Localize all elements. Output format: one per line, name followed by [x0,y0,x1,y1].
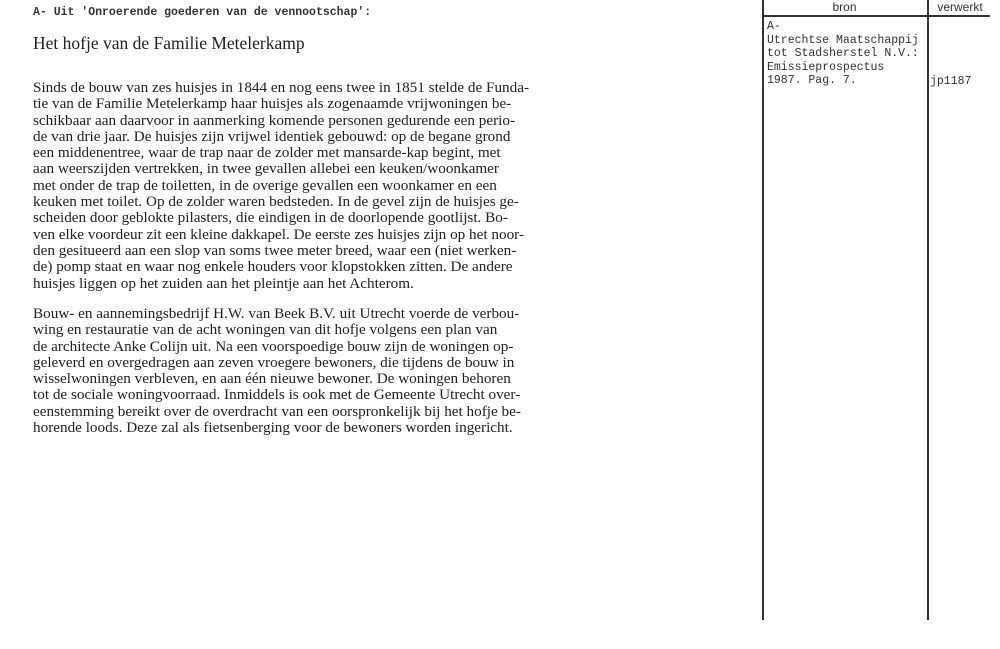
text-line: geleverd en overgedragen aan zeven vroegere bewoners, die tijdens de bouw in [33,353,515,371]
text-line: met onder de trap de toiletten, in de overige gevallen een woonkamer en een [33,176,497,194]
text-line: Bouw- en aannemingsbedrijf H.W. van Beek B.V. uit Utrecht voerde de verbou- [33,305,520,322]
text-line: scheiden door geblokte pilasters, die eindigen in de doorlopende gootlijst. Bo- [33,209,508,227]
text-line: den gesitueerd aan een slop van soms twee meter breed, waar een (niet werken- [33,241,517,259]
text-line: tot Stadsherstel N.V.: [767,47,919,60]
text-line: de) pomp staat en waar nog enkele houders voor klopstokken zitten. De andere [33,258,513,276]
table-header-divider [762,15,990,17]
text-line: schikbaar aan daarvoor in aanmerking komende personen gedurende een perio- [33,111,515,129]
text-line: tie van de Familie Metelerkamp haar huisjes als zogenaamde vrijwoningen be- [33,95,512,113]
text-line: huisjes liggen op het zuiden aan het pleintje aan het Achterom. [33,274,414,292]
text-line: Utrechtse Maatschappij [767,33,919,47]
text-line: een middenentree, waar de trap naar de zolder met mansarde-kap begint, met [33,144,501,162]
paragraph-1 [33,80,593,292]
table-divider [762,0,764,620]
text-line: keuken met toilet. Op de zolder waren bedsteden. In de gevel zijn de huisjes ge- [33,193,519,211]
text-line: Emissieprospectus [767,60,885,74]
text-line: de van drie jaar. De huisjes zijn vrijwel identiek gebouwd: op de begane grond [33,127,511,145]
text-line: horende loods. Deze zal als fietsenberging voor de bewoners worden ingericht. [33,419,513,437]
text-line: de architecte Anke Colijn uit. Na een voorspoedige bouw zijn de woningen op- [33,337,514,355]
text-line: Sinds de bouw van zes huisjes in 1844 en nog eens twee in 1851 stelde de Funda- [33,79,530,96]
text-line: ven elke voordeur zit een kleine dakkapel. De eerste zes huisjes zijn op het noor- [33,225,524,243]
text-line: 1987. Pag. 7. [767,74,857,87]
verwerkt-cell: jp1187 [930,75,972,88]
column-header-verwerkt: verwerkt [937,0,983,14]
text-line: wisselwoningen verbleven, en aan één nieuwe bewoner. De woningen behoren [33,370,511,388]
source-header-line: A- Uit 'Onroerende goederen van de vennootschap': [33,6,372,19]
article-title: Het hofje van de Familie Metelerkamp [33,33,305,53]
column-header-bron: bron [832,0,857,14]
text-line: tot de sociale woningvoorraad. Inmiddels is ook met de Gemeente Utrecht over- [33,386,521,404]
text-line: A- [767,20,781,33]
bron-cell [767,20,919,88]
text-line: aan weerszijden vertrekken, in twee gevallen allebei een keuken/woonkamer [33,160,499,178]
table-divider [927,0,929,620]
text-line: wing en restauratie van de acht woningen van dit hofje volgens een plan van [33,321,498,339]
paragraph-2 [33,306,593,436]
text-line: eenstemming bereikt over de overdracht van een oorspronkelijk bij het hofje be- [33,402,521,420]
